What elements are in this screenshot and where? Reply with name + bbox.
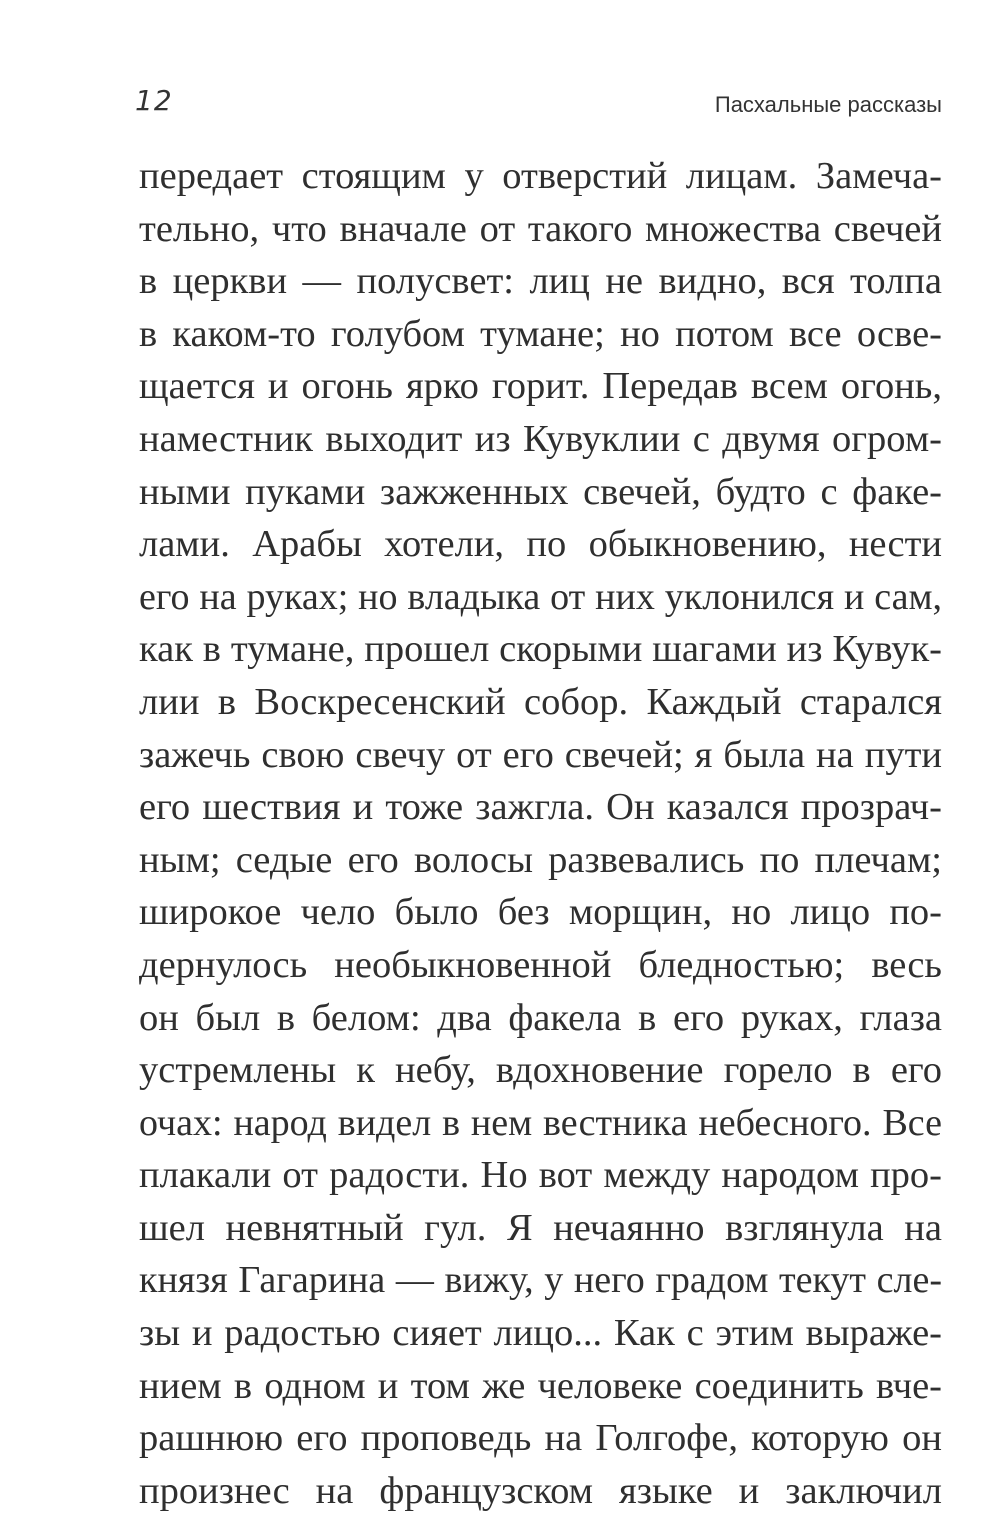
text-line: он был в белом: два факела в его руках, глаза xyxy=(139,996,942,1039)
text-line: тельно, что вначале от такого множества свечей xyxy=(139,207,942,250)
text-line: ными пуками зажженных свечей, будто с факе- xyxy=(139,470,942,513)
text-line: лами. Арабы хотели, по обыкновению, нести xyxy=(139,523,942,566)
page-header xyxy=(135,82,942,128)
text-line: дернулось необыкновенной бледностью; весь xyxy=(139,943,942,986)
text-line: лии в Воскресенский собор. Каждый старался xyxy=(139,680,942,723)
text-line: щается и огонь ярко горит. Передав всем огонь, xyxy=(139,365,942,408)
text-line: наместник выходит из Кувуклии с двумя огром- xyxy=(139,417,942,460)
text-line: очах: народ видел в нем вестника небесного. Все xyxy=(139,1101,942,1144)
text-line: широкое чело было без морщин, но лицо по- xyxy=(139,891,942,934)
page-number: 12 xyxy=(135,84,173,117)
text-line: шел невнятный гул. Я нечаянно взглянула на xyxy=(139,1206,942,1249)
text-line: в каком-то голубом тумане; но потом все осве- xyxy=(139,312,942,355)
text-line: его на руках; но владыка от них уклонился и сам, xyxy=(139,575,942,618)
text-line: передает стоящим у отверстий лицам. Замеча- xyxy=(139,155,942,197)
text-line: ным; седые его волосы развевались по плечам; xyxy=(139,838,942,881)
text-line: князя Гагарина — вижу, у него градом текут сле- xyxy=(139,1259,942,1302)
text-line: в церкви — полусвет: лиц не видно, вся толпа xyxy=(139,260,942,303)
text-line: устремлены к небу, вдохновение горело в его xyxy=(139,1049,942,1092)
text-line: нием в одном и том же человеке соединить вче- xyxy=(139,1364,942,1407)
text-line: его шествия и тоже зажгла. Он казался прозрач- xyxy=(139,786,942,829)
text-line: рашнюю его проповедь на Голгофе, которую он xyxy=(139,1417,942,1460)
text-line: как в тумане, прошел скорыми шагами из Кувук- xyxy=(139,628,942,671)
text-line: произнес на французском языке и заключил xyxy=(139,1469,942,1512)
text-line: зы и радостью сияет лицо... Как с этим выраже- xyxy=(139,1312,942,1355)
running-title: Пасхальные рассказы xyxy=(714,92,942,117)
text-line: зажечь свою свечу от его свечей; я была на пути xyxy=(139,733,942,776)
body-text xyxy=(139,150,942,1517)
text-line: плакали от радости. Но вот между народом про- xyxy=(139,1154,942,1197)
